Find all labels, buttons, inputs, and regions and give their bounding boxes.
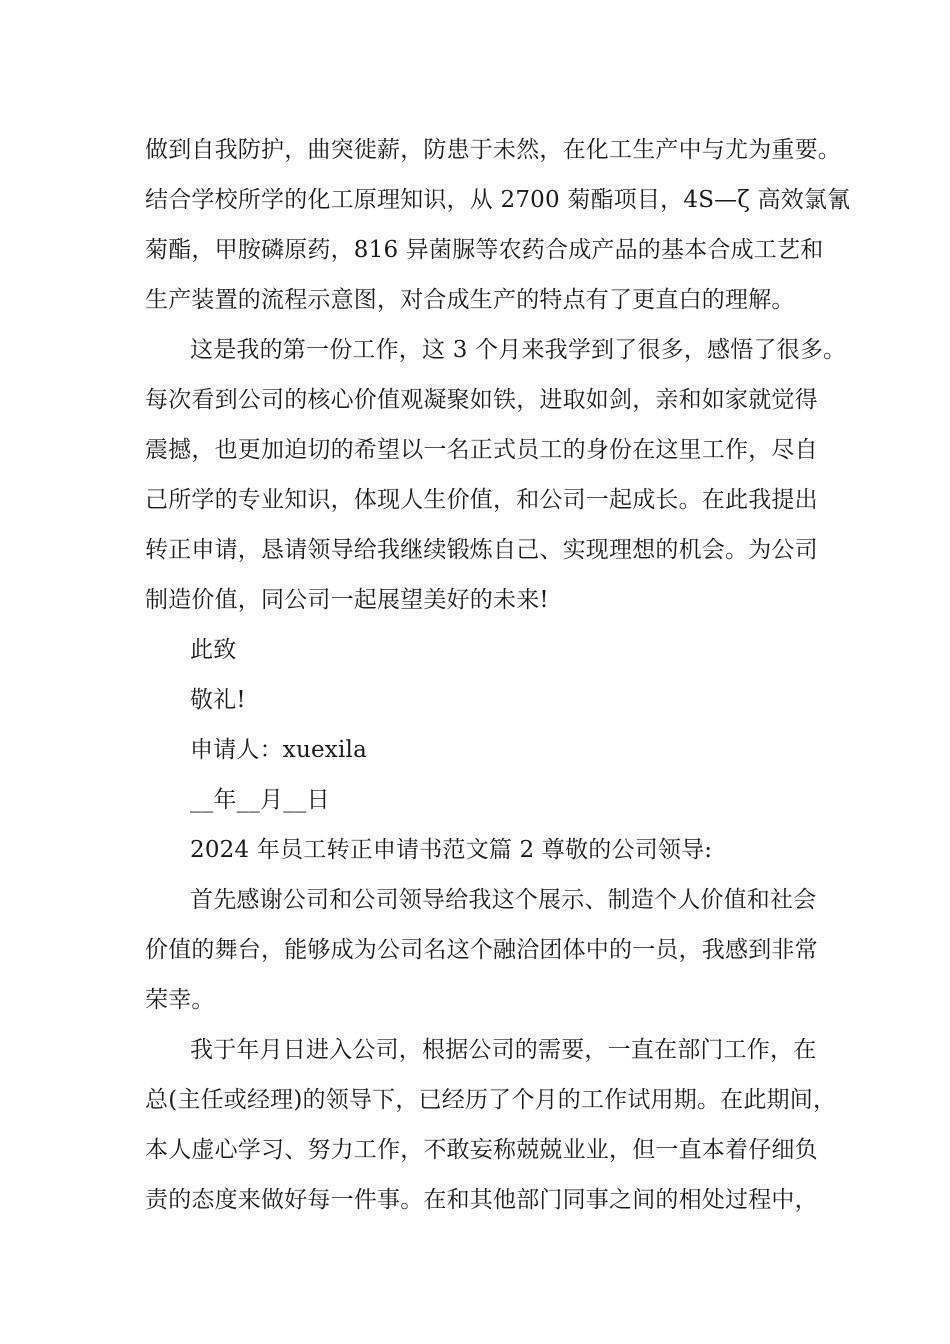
text-line: 震撼，也更加迫切的希望以一名正式员工的身份在这里工作，尽自 (145, 437, 818, 463)
text-line: 价值的舞台，能够成为公司名这个融洽团体中的一员，我感到非常 (145, 937, 818, 963)
text-line: 结合学校所学的化工原理知识，从 2700 菊酯项目，4S—ζ 高效氯氰 (145, 187, 851, 213)
paragraph-start-line: 我于年月日进入公司，根据公司的需要，一直在部门工作，在 (190, 1037, 817, 1063)
applicant-name: 申请人：xuexila (190, 737, 367, 763)
section-heading: 2024 年员工转正申请书范文篇 2 尊敬的公司领导: (190, 837, 713, 863)
text-line: 总(主任或经理)的领导下，已经历了个月的工作试用期。在此期间， (145, 1087, 837, 1113)
paragraph-start-line: 这是我的第一份工作，这 3 个月来我学到了很多，感悟了很多。 (190, 337, 847, 363)
closing-salutation: 此致 (190, 637, 237, 663)
text-line: 每次看到公司的核心价值观凝聚如铁，进取如剑，亲和如家就觉得 (145, 387, 818, 413)
text-line: 责的态度来做好每一件事。在和其他部门同事之间的相处过程中， (145, 1187, 818, 1213)
text-line: 生产装置的流程示意图，对合成生产的特点有了更直白的理解。 (145, 287, 795, 313)
text-line: 己所学的专业知识，体现人生价值，和公司一起成长。在此我提出 (145, 487, 818, 513)
text-line: 本人虚心学习、努力工作，不敢妄称兢兢业业，但一直本着仔细负 (145, 1137, 818, 1163)
text-line: 转正申请，恳请领导给我继续锻炼自己、实现理想的机会。为公司 (145, 537, 818, 563)
date-line: __年__月__日 (190, 787, 330, 813)
text-line: 制造价值，同公司一起展望美好的未来! (145, 587, 549, 613)
paragraph-start-line: 首先感谢公司和公司领导给我这个展示、制造个人价值和社会 (190, 887, 817, 913)
text-line: 菊酯，甲胺磷原药，816 异菌脲等农药合成产品的基本合成工艺和 (145, 237, 824, 263)
text-line: 做到自我防护，曲突徙薪，防患于未然，在化工生产中与尤为重要。 (145, 137, 841, 163)
text-line: 荣幸。 (145, 987, 215, 1013)
closing-regards: 敬礼! (190, 687, 246, 713)
